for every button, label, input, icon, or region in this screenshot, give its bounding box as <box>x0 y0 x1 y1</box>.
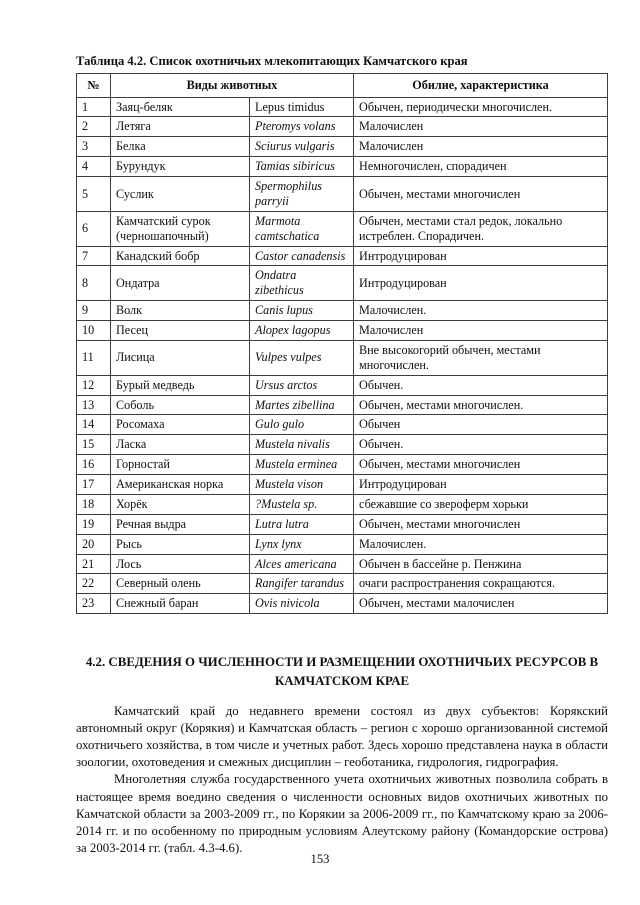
species-table-header <box>77 73 608 97</box>
row-abundance: Малочислен <box>354 137 608 157</box>
table-row <box>77 177 608 212</box>
row-name-lat: Gulo gulo <box>250 415 354 435</box>
table-row <box>77 137 608 157</box>
row-abundance: Интродуцирован <box>354 266 608 301</box>
row-num: 6 <box>77 211 111 246</box>
row-abundance: Обычен, периодически многочислен. <box>354 97 608 117</box>
row-name-ru: Горностай <box>111 455 250 475</box>
row-num: 19 <box>77 514 111 534</box>
row-name-lat: Lutra lutra <box>250 514 354 534</box>
table-row <box>77 494 608 514</box>
row-num: 3 <box>77 137 111 157</box>
row-name-ru: Лисица <box>111 340 250 375</box>
row-abundance: Интродуцирован <box>354 246 608 266</box>
row-name-lat: Ondatra zibethicus <box>250 266 354 301</box>
row-name-lat: Spermophilus parryii <box>250 177 354 212</box>
row-num: 7 <box>77 246 111 266</box>
body-text <box>76 703 608 858</box>
table-row <box>77 375 608 395</box>
row-abundance: Немногочислен, спорадичен <box>354 157 608 177</box>
row-abundance: Обычен, местами многочислен <box>354 177 608 212</box>
row-name-lat: Lynx lynx <box>250 534 354 554</box>
row-abundance: очаги распространения сокращаются. <box>354 574 608 594</box>
row-name-lat: Sciurus vulgaris <box>250 137 354 157</box>
table-row <box>77 246 608 266</box>
row-name-lat: Mustela vison <box>250 475 354 495</box>
row-num: 15 <box>77 435 111 455</box>
row-name-ru: Песец <box>111 321 250 341</box>
table-row <box>77 475 608 495</box>
row-abundance: Малочислен. <box>354 301 608 321</box>
table-row <box>77 415 608 435</box>
species-table-body <box>77 97 608 614</box>
table-row <box>77 97 608 117</box>
row-num: 22 <box>77 574 111 594</box>
row-num: 13 <box>77 395 111 415</box>
row-name-ru: Заяц-беляк <box>111 97 250 117</box>
row-name-ru: Белка <box>111 137 250 157</box>
row-name-lat: Pteromys volans <box>250 117 354 137</box>
table-row <box>77 534 608 554</box>
row-num: 20 <box>77 534 111 554</box>
table-row <box>77 554 608 574</box>
table-row <box>77 321 608 341</box>
row-num: 9 <box>77 301 111 321</box>
row-name-lat: Canis lupus <box>250 301 354 321</box>
header-row <box>77 73 608 97</box>
row-name-ru: Американская норка <box>111 475 250 495</box>
row-abundance: Интродуцирован <box>354 475 608 495</box>
row-name-ru: Снежный баран <box>111 594 250 614</box>
row-num: 12 <box>77 375 111 395</box>
row-abundance: Малочислен <box>354 321 608 341</box>
header-species: Виды животных <box>111 73 354 97</box>
row-abundance: Обычен, местами стал редок, локально истреблен. Спорадичен. <box>354 211 608 246</box>
row-abundance: Вне высокогорий обычен, местами многочислен. <box>354 340 608 375</box>
row-abundance: Обычен, местами многочислен <box>354 455 608 475</box>
row-num: 11 <box>77 340 111 375</box>
row-num: 23 <box>77 594 111 614</box>
table-row <box>77 574 608 594</box>
section-heading: 4.2. СВЕДЕНИЯ О ЧИСЛЕННОСТИ И РАЗМЕЩЕНИИ ОХОТНИЧЬИХ РЕСУРСОВ В КАМЧАТСКОМ КРАЕ <box>85 655 599 688</box>
row-num: 21 <box>77 554 111 574</box>
row-name-ru: Соболь <box>111 395 250 415</box>
row-abundance: Обычен в бассейне р. Пенжина <box>354 554 608 574</box>
row-num: 4 <box>77 157 111 177</box>
table-row <box>77 340 608 375</box>
row-name-ru: Лось <box>111 554 250 574</box>
row-name-lat: Lepus timidus <box>250 97 354 117</box>
row-abundance: Малочислен <box>354 117 608 137</box>
row-name-lat: Marmota camtschatica <box>250 211 354 246</box>
row-num: 14 <box>77 415 111 435</box>
row-name-ru: Речная выдра <box>111 514 250 534</box>
row-name-lat: Tamias sibiricus <box>250 157 354 177</box>
row-name-lat: Martes zibellina <box>250 395 354 415</box>
row-name-ru: Волк <box>111 301 250 321</box>
row-num: 8 <box>77 266 111 301</box>
row-name-ru: Росомаха <box>111 415 250 435</box>
row-name-ru: Канадский бобр <box>111 246 250 266</box>
table-row <box>77 117 608 137</box>
table-row <box>77 455 608 475</box>
header-abundance: Обилие, характеристика <box>354 73 608 97</box>
row-num: 16 <box>77 455 111 475</box>
page-number: 153 <box>310 852 330 866</box>
paragraph-2: Многолетняя служба государственного учета охотничьих животных позволила собрать в настоящее время воедино сведения о численности основных видов охотничьих животных по Камчатской области за 2003-2009 гг., по Корякии за 2006-2009 гг., по Камчатскому краю за 2006-2014 гг. и по особенному по природным условиям Алеутскому району (Командорские острова) за 2003-2014 гг. (табл. 4.3-4.6). <box>76 772 608 856</box>
row-name-lat: Alces americana <box>250 554 354 574</box>
row-name-ru: Рысь <box>111 534 250 554</box>
row-num: 10 <box>77 321 111 341</box>
row-abundance: Обычен, местами многочислен. <box>354 395 608 415</box>
row-abundance: Обычен, местами многочислен <box>354 514 608 534</box>
row-abundance: Обычен. <box>354 375 608 395</box>
row-name-ru: Камчатский сурок (черношапочный) <box>111 211 250 246</box>
row-name-lat: Castor canadensis <box>250 246 354 266</box>
row-name-ru: Северный олень <box>111 574 250 594</box>
row-name-ru: Суслик <box>111 177 250 212</box>
table-caption: Таблица 4.2. Список охотничьих млекопитающих Камчатского края <box>76 54 468 68</box>
row-abundance: сбежавшие со звероферм хорьки <box>354 494 608 514</box>
row-name-ru: Хорёк <box>111 494 250 514</box>
table-row <box>77 266 608 301</box>
table-row <box>77 157 608 177</box>
row-num: 5 <box>77 177 111 212</box>
row-name-ru: Ондатра <box>111 266 250 301</box>
row-name-lat: Alopex lagopus <box>250 321 354 341</box>
row-name-lat: Ursus arctos <box>250 375 354 395</box>
table-row <box>77 514 608 534</box>
row-name-lat: Mustela erminea <box>250 455 354 475</box>
header-num: № <box>77 73 111 97</box>
row-name-lat: Rangifer tarandus <box>250 574 354 594</box>
row-num: 17 <box>77 475 111 495</box>
row-abundance: Обычен, местами малочислен <box>354 594 608 614</box>
row-abundance: Малочислен. <box>354 534 608 554</box>
row-name-lat: Ovis nivicola <box>250 594 354 614</box>
row-name-lat: Mustela nivalis <box>250 435 354 455</box>
row-num: 18 <box>77 494 111 514</box>
table-row <box>77 211 608 246</box>
row-num: 1 <box>77 97 111 117</box>
table-row <box>77 395 608 415</box>
row-abundance: Обычен. <box>354 435 608 455</box>
species-table <box>76 73 608 615</box>
row-num: 2 <box>77 117 111 137</box>
row-name-ru: Бурундук <box>111 157 250 177</box>
table-row <box>77 594 608 614</box>
row-name-lat: Vulpes vulpes <box>250 340 354 375</box>
row-name-ru: Ласка <box>111 435 250 455</box>
table-row <box>77 435 608 455</box>
row-name-lat: ?Mustela sp. <box>250 494 354 514</box>
row-name-ru: Бурый медведь <box>111 375 250 395</box>
table-row <box>77 301 608 321</box>
paragraph-1: Камчатский край до недавнего времени состоял из двух субъектов: Корякский автономный округ (Корякия) и Камчатская область – регион с хорошо организованной системой охотничьего хозяйства, в том числе и учетных работ. Здесь хорошо представлена наука в области зоологии, охотоведения и смежных дисциплин – геоботаника, гидрология, гидрография. <box>76 703 608 770</box>
row-name-ru: Летяга <box>111 117 250 137</box>
row-abundance: Обычен <box>354 415 608 435</box>
